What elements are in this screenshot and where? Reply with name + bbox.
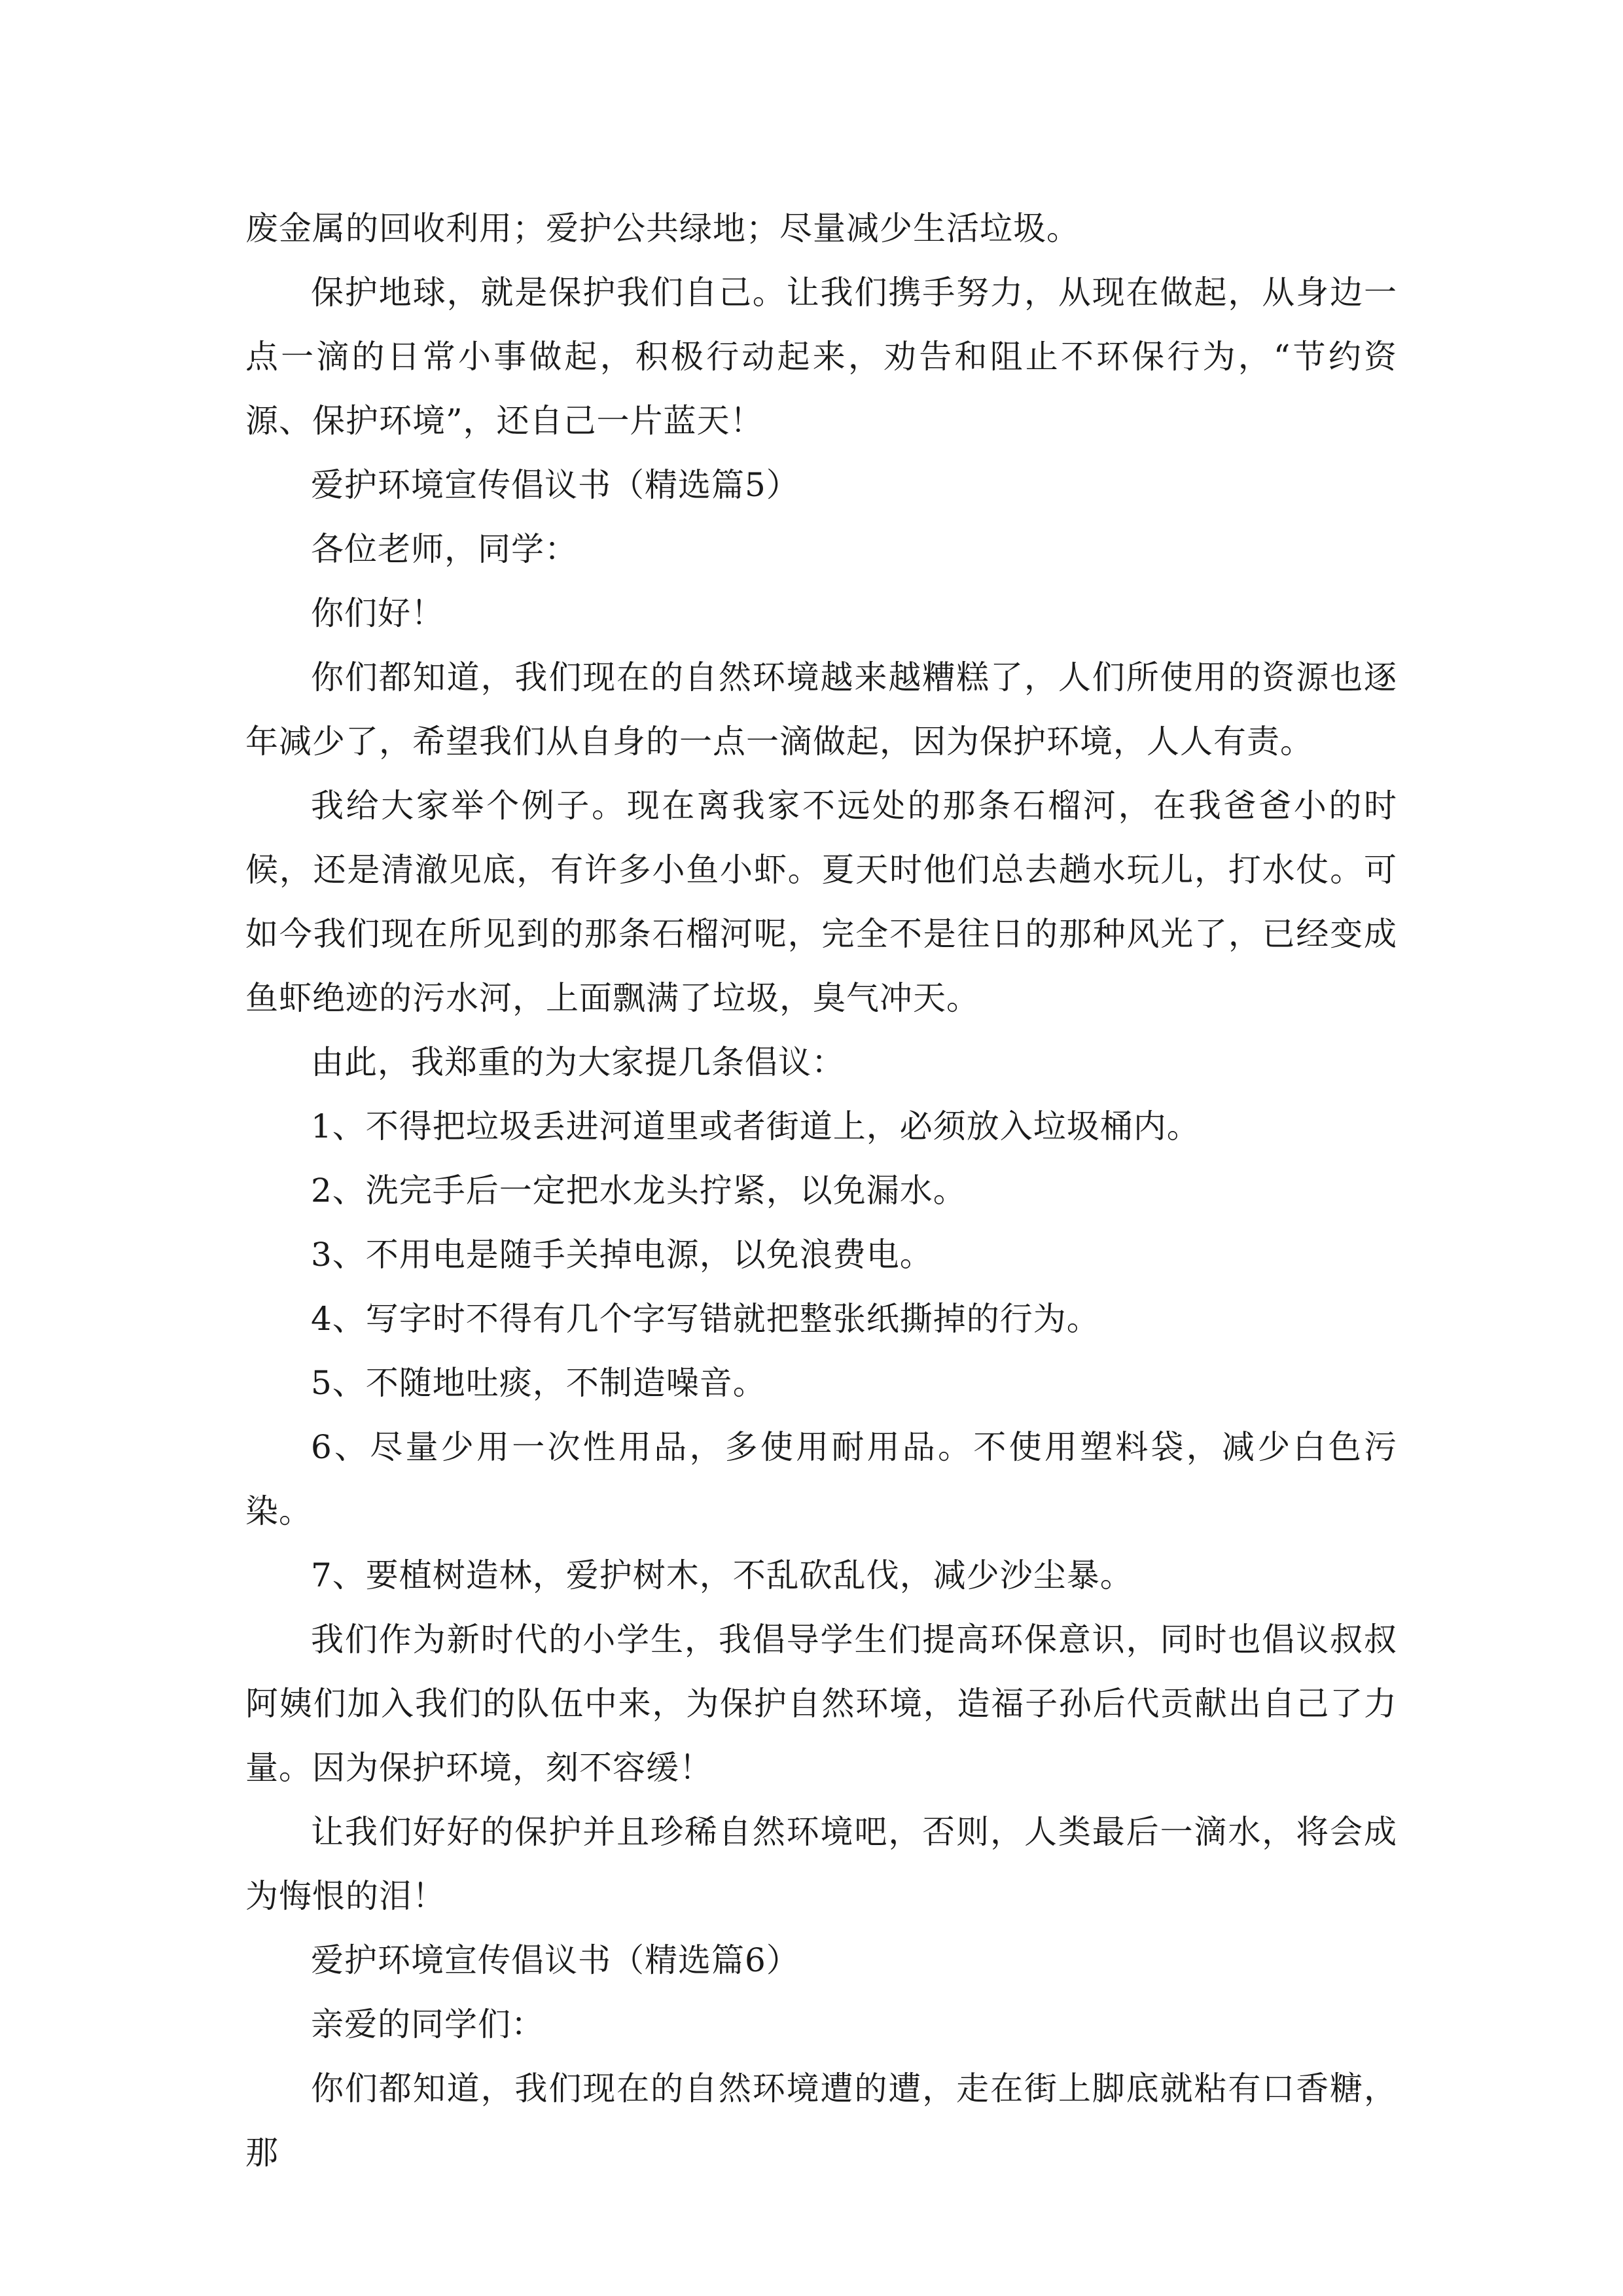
proposal-item-6: 6、尽量少用一次性用品，多使用耐用品。不使用塑料袋，减少白色污染。 <box>245 1428 1397 1530</box>
salutation-6: 亲爱的同学们： <box>311 2005 544 2043</box>
paragraph-proposal-lead: 由此，我郑重的为大家提几条倡议： <box>311 1043 845 1081</box>
proposal-item-1: 1、不得把垃圾丢进河道里或者街道上，必须放入垃圾桶内。 <box>311 1107 1200 1145</box>
paragraph-continuation: 废金属的回收利用；爱护公共绿地；尽量减少生活垃圾。 <box>245 209 1080 247</box>
document-body <box>245 196 1397 2185</box>
salutation: 各位老师，同学： <box>311 530 578 568</box>
proposal-item-7: 7、要植树造林，爱护树木，不乱砍乱伐，减少沙尘暴。 <box>311 1556 1133 1594</box>
section-heading-6: 爱护环境宣传倡议书（精选篇6） <box>311 1941 800 1979</box>
paragraph-call-to-action: 我们作为新时代的小学生，我倡导学生们提高环保意识，同时也倡议叔叔阿姨们加入我们的队伍中来，为保护自然环境，造福子孙后代贡献出自己了力量。因为保护环境，刻不容缓！ <box>245 1621 1397 1787</box>
paragraph-example: 我给大家举个例子。现在离我家不远处的那条石榴河，在我爸爸小的时候，还是清澈见底，有许多小鱼小虾。夏天时他们总去趟水玩儿，打水仗。可如今我们现在所见到的那条石榴河呢，完全不是往日的那种风光了，已经变成鱼虾绝迹的污水河，上面飘满了垃圾，臭气冲天。 <box>245 787 1397 1017</box>
paragraph-closing-appeal: 保护地球，就是保护我们自己。让我们携手努力，从现在做起，从身边一点一滴的日常小事做起，积极行动起来，劝告和阻止不环保行为，“节约资源、保护环境”，还自己一片蓝天！ <box>245 274 1397 440</box>
proposal-item-5: 5、不随地吐痰，不制造噪音。 <box>311 1364 766 1402</box>
proposal-item-3: 3、不用电是随手关掉电源，以免浪费电。 <box>311 1236 933 1274</box>
paragraph-opening-6: 你们都知道，我们现在的自然环境遭的遭，走在街上脚底就粘有口香糖，那 <box>245 2070 1397 2172</box>
greeting: 你们好！ <box>311 594 444 632</box>
section-heading-5: 爱护环境宣传倡议书（精选篇5） <box>311 466 800 504</box>
paragraph-conclusion: 让我们好好的保护并且珍稀自然环境吧，否则，人类最后一滴水，将会成为悔恨的泪！ <box>245 1813 1397 1915</box>
proposal-item-2: 2、洗完手后一定把水龙头拧紧，以免漏水。 <box>311 1172 967 1210</box>
paragraph-intro: 你们都知道，我们现在的自然环境越来越糟糕了，人们所使用的资源也逐年减少了，希望我们从自身的一点一滴做起，因为保护环境，人人有责。 <box>245 658 1397 761</box>
proposal-item-4: 4、写字时不得有几个字写错就把整张纸撕掉的行为。 <box>311 1300 1100 1338</box>
